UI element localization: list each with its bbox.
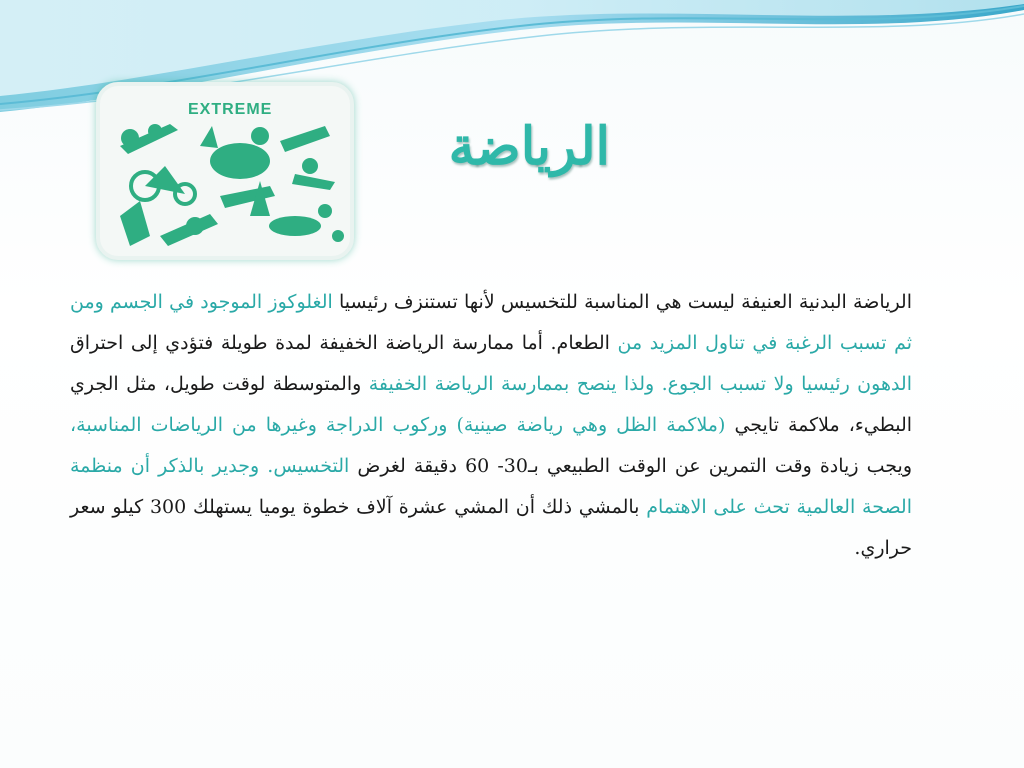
highlighted-text-segment: التخسيس. وجدير بالذكر أن منظمة الصحة العالمية تحث على الاهتمام [70, 455, 912, 518]
highlighted-text-segment: الدهون رئيسيا ولا تسبب الجوع. ولذا ينصح بممارسة الرياضة الخفيفة [368, 373, 913, 395]
text-segment: الرياضة البدنية العنيفة ليست هي المناسبة للتخسيس لأنها تستنزف رئيسيا [332, 291, 912, 313]
text-segment: ويجب زيادة وقت التمرين عن الوقت الطبيعي بـ30- 60 دقيقة لغرض [349, 455, 912, 477]
svg-text:EXTREME: EXTREME [188, 101, 273, 118]
text-segment: والمتوسطة لوقت طويل، مثل الجري البطيء، ملاكمة تايجي [70, 373, 913, 436]
highlighted-text-segment: (ملاكمة الظل وهي رياضة صينية) وركوب الدراجة وغيرها من الرياضات المناسبة، [70, 414, 726, 436]
body-paragraph [70, 282, 912, 569]
highlighted-text-segment: الغلوكوز الموجود في الجسم ومن ثم تسبب الرغبة في تناول المزيد من [70, 291, 912, 354]
slide-title: الرياضة [448, 116, 610, 177]
extreme-sports-collage-icon [100, 86, 350, 256]
text-segment: الطعام. أما ممارسة الرياضة الخفيفة لمدة طويلة فتؤدي إلى احتراق [70, 332, 618, 354]
extreme-sports-image [96, 82, 354, 260]
text-segment: بالمشي ذلك أن المشي عشرة آلاف خطوة يوميا يستهلك 300 كيلو سعر حراري. [70, 496, 912, 559]
